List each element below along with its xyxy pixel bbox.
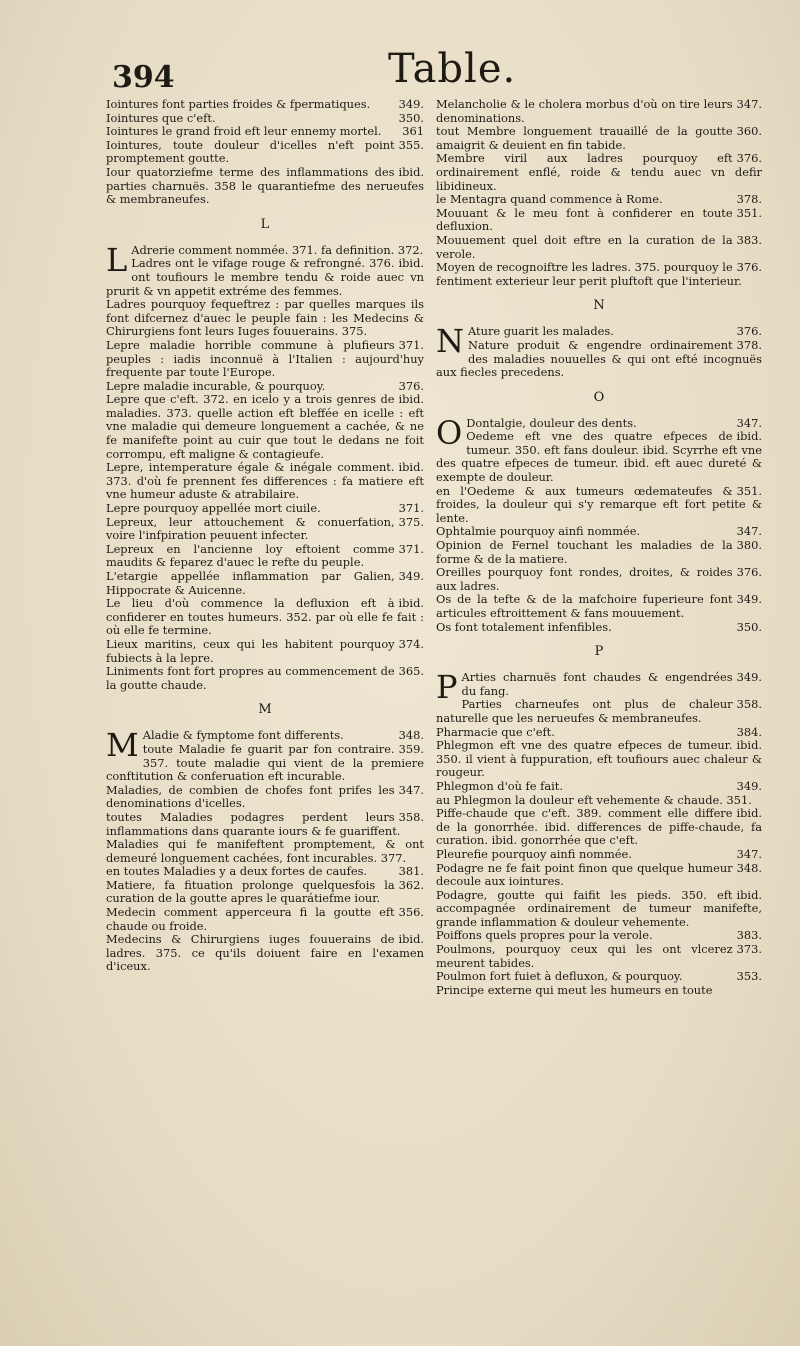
index-entry <box>106 125 424 139</box>
index-entry <box>106 838 424 865</box>
page-reference: 349. <box>736 670 762 685</box>
left-column <box>106 98 424 974</box>
page-reference: 349. <box>398 569 424 583</box>
page-reference: 353. <box>736 969 762 984</box>
page-reference: ibid. <box>398 596 424 611</box>
page-reference: 360. <box>736 124 762 139</box>
entry-text: LAdrerie comment nommée. 371. fa definition. 372. <box>106 240 424 279</box>
index-entry <box>106 879 424 906</box>
page-reference: 356. <box>398 905 424 920</box>
index-entry <box>436 780 762 794</box>
page-reference: 376. <box>736 260 762 275</box>
entry-text: ODontalgie, douleur des dents. <box>436 413 637 452</box>
index-entry <box>436 234 762 261</box>
index-entry <box>436 848 762 862</box>
section-letter: N <box>593 298 605 314</box>
index-entry <box>436 862 762 889</box>
page-reference: 375. <box>398 514 424 529</box>
page-reference: 376. <box>736 151 762 166</box>
index-entry <box>436 739 762 780</box>
page-reference: 371. <box>398 337 424 352</box>
index-entry <box>106 570 424 597</box>
entry-text: Oreilles pourquoy font rondes, droites, & roides aux ladres. <box>436 565 733 593</box>
index-entry <box>436 698 762 725</box>
page-reference: 381. <box>398 864 424 879</box>
entry-text: Lepre que c'eft. 372. en icelo y a trois genres de maladies. 373. quelle action eft bleffée en icelle : eft vne maladie qui demeure longuement a cachée, & ne fe manifefte point au cuir que tout le dedans ne foit corrompu, eft maligne & contagieufe. <box>106 392 424 461</box>
page-number: 394 <box>112 60 175 95</box>
entry-text: au Phlegmon la douleur eft vehemente & chaude. 351. <box>436 792 752 807</box>
entry-text: Le lieu d'où commence la defluxion eft à confiderer en toutes humeurs. 352. par où elle fe fait : où elle fe termine. <box>106 596 424 638</box>
entry-text: Lepreux, leur attouchement & conuerfation, voire l'infpiration peuuent infecter. <box>106 514 395 543</box>
page-reference: 374. <box>398 636 424 651</box>
index-entry <box>106 502 424 516</box>
entry-text: Podagre ne fe fait point finon que quelque humeur decoule aux iointures. <box>436 860 733 889</box>
index-entry <box>106 784 424 811</box>
index-entry <box>106 811 424 838</box>
index-entry <box>106 461 424 502</box>
index-entry <box>436 889 762 930</box>
page-reference: 350. <box>736 619 762 634</box>
index-entry <box>106 665 424 692</box>
page-reference: 350. <box>398 110 424 125</box>
entry-text: MAladie & fymptome font differents. <box>106 726 344 765</box>
index-entry <box>106 393 424 461</box>
page-reference: 376. <box>398 378 424 393</box>
page-reference: 378. <box>736 192 762 207</box>
index-entry <box>106 112 424 126</box>
index-entry <box>106 543 424 570</box>
entry-text: Podagre, goutte qui faifit les pieds. 350. eft accompagnée ordinairement de tumeur manifefte, grande inflammation & douleur vehemente. <box>436 887 762 929</box>
entry-text: Lepre, intemperature égale & inégale comment. 373. d'où fe prennent fes differences : fa matiere eft vne humeur aduste & atrabilaire. <box>106 460 424 502</box>
page-title: Table. <box>388 46 517 92</box>
page-reference: 349. <box>398 97 424 111</box>
page-reference: 347. <box>398 782 424 797</box>
entry-text: Nature produit & engendre ordinairement des maladies nouuelles & qui ont efté incognuës aux fiecles precedens. <box>436 337 762 380</box>
index-entry <box>436 621 762 635</box>
index-entry <box>436 726 762 740</box>
entry-text: Phlegmon d'où fe fait. <box>436 778 563 793</box>
index-entry <box>106 139 424 166</box>
entry-text: Phlegmon eft vne des quatre efpeces de tumeur. 350. il vient à fuppuration, eft toufiours auec chaleur & rougeur. <box>436 738 762 780</box>
index-entry <box>106 906 424 933</box>
page-reference: 355. <box>398 137 424 152</box>
entry-text: Matiere, fa fituation prolonge quelquesfois la curation de la goutte apres le quarátiefme iour. <box>106 877 395 906</box>
entry-text: Piffe-chaude que c'eft. 389. comment elle differe de la gonorrhée. ibid. differences de piffe-chaude, fa curation. ibid. gonorrhée que c'eft. <box>436 806 762 848</box>
index-entry <box>436 125 762 152</box>
page-reference: 359. <box>398 741 424 756</box>
index-entry <box>436 539 762 566</box>
page-reference: 347. <box>736 846 762 861</box>
page-reference: 373. <box>736 942 762 957</box>
index-entry <box>436 525 762 539</box>
page-reference: 376. <box>736 565 762 580</box>
entry-text: Oedeme eft vne des quatre efpeces de tumeur. 350. eft fans douleur. ibid. Scyrrhe eft vne des quatre efpeces de tumeur. ibid. eft auec dureté & exempte de douleur. <box>436 429 762 485</box>
page-reference: ibid. <box>736 887 762 902</box>
entry-text: toute Maladie fe guarit par fon contraire. 357. toute maladie qui vient de la premiere conftitution & conferuation eft incurable. <box>106 741 424 784</box>
section-letter: M <box>258 702 272 718</box>
entry-text: Lepreux en l'ancienne loy eftoient comme maudits & feparez d'auec le refte du peuple. <box>106 541 395 570</box>
page-reference: 349. <box>736 592 762 607</box>
page-reference: 371. <box>398 541 424 556</box>
entry-text: le Mentagra quand commence à Rome. <box>436 192 663 207</box>
entry-text: Pharmacie que c'eft. <box>436 724 555 739</box>
section-letter: P <box>594 644 604 660</box>
entry-text: Membre viril aux ladres pourquoy eft ordinairement enflé, roide & tendu auec vn defir libidineux. <box>436 151 762 193</box>
entry-text: Lepre pourquoy appellée mort ciuile. <box>106 501 321 516</box>
index-entry <box>436 193 762 207</box>
entry-text: en l'Oedeme & aux tumeurs œdemateufes & froides, la douleur qui s'y remarque eft fort petite & lente. <box>436 483 762 525</box>
entry-text: Lepre maladie horrible commune à plufieurs peuples : iadis inconnuë à l'Italien : aujourd'huy frequente par toute l'Europe. <box>106 337 424 380</box>
entry-text: Opinion de Fernel touchant les maladies de la forme & de la matiere. <box>436 538 733 566</box>
entry-text: Pleurefie pourquoy ainfi nommée. <box>436 846 632 861</box>
page-reference: 358. <box>736 697 762 712</box>
entry-text: Iointures, toute douleur d'icelles n'eft point promptement goutte. <box>106 137 395 166</box>
index-entry <box>106 865 424 879</box>
page-reference: ibid. <box>398 164 424 179</box>
index-entry <box>106 257 424 298</box>
page-reference: 380. <box>736 538 762 553</box>
entry-text: Os font totalement infenfibles. <box>436 619 612 634</box>
entry-text: NAture guarit les malades. <box>436 322 614 361</box>
index-entry <box>436 339 762 380</box>
entry-text: en toutes Maladies y a deux fortes de caufes. <box>106 864 368 879</box>
index-entry <box>106 339 424 380</box>
entry-text: Ladres pourquoy fequeftrez : par quelles marques ils font difcernez d'auec le peuple fain : les Medecins & Chirurgiens font leurs Iuges fouuerains. 375. <box>106 297 424 339</box>
index-entry <box>436 943 762 970</box>
index-entry <box>436 98 762 125</box>
index-entry <box>106 98 424 112</box>
page-reference: 362. <box>398 877 424 892</box>
index-entry <box>436 794 762 808</box>
page-reference: 376. <box>736 324 762 339</box>
page-reference: ibid. <box>736 738 762 753</box>
entry-text: Maladies, de combien de chofes font prifes les denominations d'icelles. <box>106 782 395 811</box>
page-reference: 347. <box>736 97 762 111</box>
index-entry <box>436 984 762 998</box>
page-reference: 361 <box>402 124 424 139</box>
page-reference: ibid. <box>398 460 424 475</box>
page-reference: ibid. <box>398 392 424 407</box>
entry-text: Os de la tefte & de la mafchoire fuperieure font articules eftroittement & fans mouuement. <box>436 592 733 620</box>
entry-text: L'etargie appellée inflammation par Galien, Hippocrate & Auicenne. <box>106 569 395 597</box>
page-reference: 348. <box>398 728 424 743</box>
index-entry <box>106 298 424 339</box>
page-reference: 351. <box>736 483 762 498</box>
page-reference: 358. <box>398 809 424 824</box>
page-reference: 384. <box>736 724 762 739</box>
page-reference: 383. <box>736 232 762 247</box>
section-letter: O <box>593 389 605 405</box>
index-entry <box>106 638 424 665</box>
entry-text: Poiffons quels propres pour la verole. <box>436 928 653 943</box>
entry-text: Mouuement quel doit eftre en la curation de la verole. <box>436 232 733 261</box>
page-reference: ibid. <box>398 256 424 271</box>
index-entry <box>436 152 762 193</box>
page-reference: ibid. <box>736 429 762 444</box>
page-reference: 347. <box>736 524 762 539</box>
entry-text: Parties charneufes ont plus de chaleur naturelle que les nerueufes & membraneufes. <box>436 697 733 725</box>
entry-text: Poulmons, pourquoy ceux qui les ont vlcerez meurent tabides. <box>436 942 733 970</box>
entry-text: Liniments font fort propres au commencement de la goutte chaude. <box>106 664 395 692</box>
entry-text: Iointures le grand froid eft leur ennemy mortel. <box>106 124 382 139</box>
page-reference: ibid. <box>736 806 762 821</box>
entry-text: Iointures font parties froides & fpermatiques. <box>106 97 371 111</box>
index-entry <box>106 933 424 974</box>
index-entry <box>106 597 424 638</box>
entry-text: Poulmon fort fuiet à defluxon, & pourquoy. <box>436 969 683 984</box>
entry-text: Maladies qui fe manifeftent promptement, & ont demeuré longuement cachées, font incurables. 377. <box>106 837 424 865</box>
index-entry <box>436 970 762 984</box>
index-entry <box>106 743 424 784</box>
entry-text: Principe externe qui meut les humeurs en toute <box>436 982 713 997</box>
entry-text: Melancholie & le cholera morbus d'où on tire leurs denominations. <box>436 97 733 125</box>
index-entry <box>436 566 762 593</box>
entry-text: Moyen de recognoiftre les ladres. 375. pourquoy le fentiment exterieur leur perit pluftoft que l'interieur. <box>436 260 742 288</box>
index-entry <box>436 807 762 848</box>
page-reference: 347. <box>736 415 762 430</box>
page-reference: 349. <box>736 778 762 793</box>
entry-text: Lieux maritins, ceux qui les habitent pourquoy fubiects à la lepre. <box>106 636 395 665</box>
page-reference: 365. <box>398 664 424 679</box>
entry-text: Lepre maladie incurable, & pourquoy. <box>106 378 326 393</box>
entry-text: Ophtalmie pourquoy ainfi nommée. <box>436 524 641 539</box>
index-entry <box>436 261 762 288</box>
page-reference: ibid. <box>398 932 424 947</box>
index-entry <box>436 929 762 943</box>
index-entry <box>436 593 762 620</box>
entry-text: tout Membre longuement trauaillé de la goutte amaigrit & deuient en fin tabide. <box>436 124 733 152</box>
page-reference: 383. <box>736 928 762 943</box>
index-entry <box>106 516 424 543</box>
index-entry <box>436 430 762 484</box>
entry-text: PArties charnuës font chaudes & engendrées du fang. <box>436 668 733 707</box>
entry-text: toutes Maladies podagres perdent leurs inflammations dans quarante iours & fe guariffent. <box>106 809 401 838</box>
index-entry <box>436 207 762 234</box>
index-entry <box>436 485 762 526</box>
entry-text: Medecin comment apperceura fi la goutte eft chaude ou froide. <box>106 905 395 933</box>
index-entry <box>106 166 424 207</box>
index-entry <box>106 380 424 394</box>
page-reference: 348. <box>736 860 762 875</box>
entry-text: Iointures que c'eft. <box>106 110 216 125</box>
page-reference: 378. <box>736 337 762 352</box>
entry-text: Mouuant & le meu font à confiderer en toute defluxion. <box>436 205 733 234</box>
page-reference: 371. <box>398 501 424 516</box>
entry-text: Iour quatorziefme terme des inflammations des parties charnuës. 358 le quarantiefme des nerueufes & membraneufes. <box>106 164 424 207</box>
entry-text: Medecins & Chirurgiens iuges fouuerains de ladres. 375. ce qu'ils doiuent faire en l'examen d'iceux. <box>106 932 424 974</box>
right-column <box>436 98 762 997</box>
section-letter: L <box>260 216 270 232</box>
entry-text: Ladres ont le vifage rouge & refrongné. 376. ont toufiours le membre tendu & roide auec vn prurit & vn appetit extréme des femmes. <box>106 256 424 298</box>
page-reference: 351. <box>736 205 762 220</box>
